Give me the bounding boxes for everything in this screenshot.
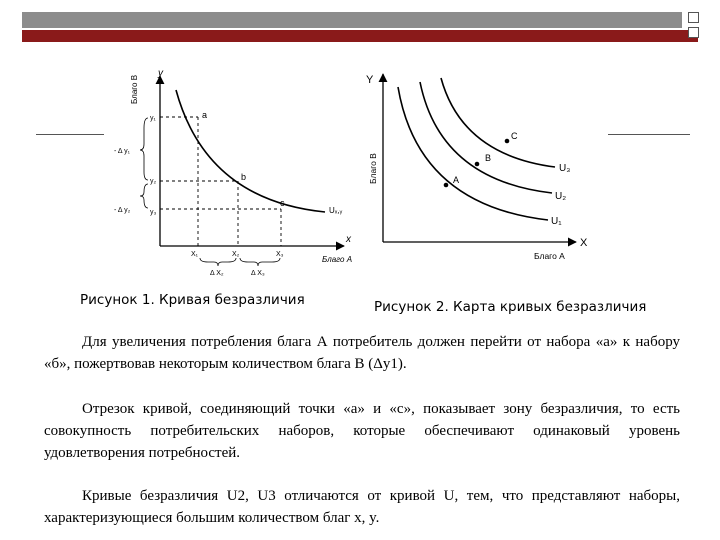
fig2-curve-u1 [398, 87, 548, 220]
paragraph-1 [44, 331, 680, 375]
fig2-x-name: Благо А [534, 251, 565, 261]
fig1-y-tick: y₁ [150, 115, 156, 122]
fig1-y-tick: y₂ [150, 178, 157, 185]
fig2-point-c: C [511, 131, 518, 141]
fig2-point-a-dot [444, 183, 449, 188]
fig2-curve-u2 [420, 82, 552, 193]
fig1-x-tick: X₂ [232, 251, 240, 258]
figure1-diagram [114, 68, 352, 277]
figure1-caption: Рисунок 1. Кривая безразличия [80, 292, 305, 308]
fig1-brace-dy2 [140, 184, 148, 208]
fig1-curve-label: Uₓ,ᵧ [329, 206, 343, 215]
fig2-point-b: B [485, 153, 492, 163]
fig1-brace-dx3 [240, 258, 280, 266]
fig1-delta-y1: - Δ y₁ [114, 148, 130, 155]
paragraph-2 [44, 398, 680, 464]
fig2-point-c-dot [505, 139, 510, 144]
fig2-x-symbol: X [580, 237, 588, 249]
fig1-delta-x2: Δ X₂ [210, 270, 224, 277]
paragraph-2-text: Отрезок кривой, соединяющий точки «а» и «с», показывает зону безразличия, то есть совокупность потребительских наборов, которые обеспечивают одинаковый уровень удовлетворения потребностей. [44, 401, 680, 461]
fig1-brace-dy1 [140, 118, 148, 180]
fig1-brace-dx2 [200, 258, 236, 266]
fig1-delta-y2: - Δ y₂ [114, 207, 131, 214]
fig2-y-name: Благо В [368, 153, 378, 184]
fig1-x-symbol: x [346, 234, 351, 245]
fig2-point-b-dot [475, 162, 480, 167]
paragraph-3-text: Кривые безразличия U2, U3 отличаются от кривой U, тем, что представляют наборы, характеризующиеся большим количеством благ x, y. [44, 488, 680, 526]
fig1-delta-x3: Δ X₃ [251, 270, 265, 277]
fig2-curve-label-u2: U₂ [555, 191, 567, 202]
fig1-y-symbol: y [158, 68, 163, 79]
paragraph-1-text: Для увеличения потребления блага А потребитель должен перейти от набора «а» к набору «б», пожертвовав некоторым количеством блага В (Δy1). [44, 334, 680, 372]
fig1-point-a: a [202, 110, 208, 120]
paragraph-3 [44, 485, 680, 529]
fig2-curve-label-u1: U₁ [551, 216, 562, 227]
figure2-caption: Рисунок 2. Карта кривых безразличия [374, 299, 647, 315]
fig1-x-name: Благо А [322, 255, 353, 264]
fig2-curve-label-u3: U₃ [559, 163, 571, 174]
fig1-y-name: Благо В [130, 74, 139, 104]
fig2-point-a: A [453, 175, 460, 185]
fig1-indifference-curve [176, 90, 325, 212]
fig1-point-b: b [241, 172, 247, 182]
fig1-y-tick: y₃ [150, 209, 157, 216]
fig2-y-symbol: Y [366, 74, 374, 86]
figure2-diagram [366, 74, 588, 261]
fig1-x-tick: X₃ [276, 251, 284, 258]
fig1-point-c: c [280, 198, 285, 208]
fig1-x-tick: X₁ [191, 251, 199, 258]
